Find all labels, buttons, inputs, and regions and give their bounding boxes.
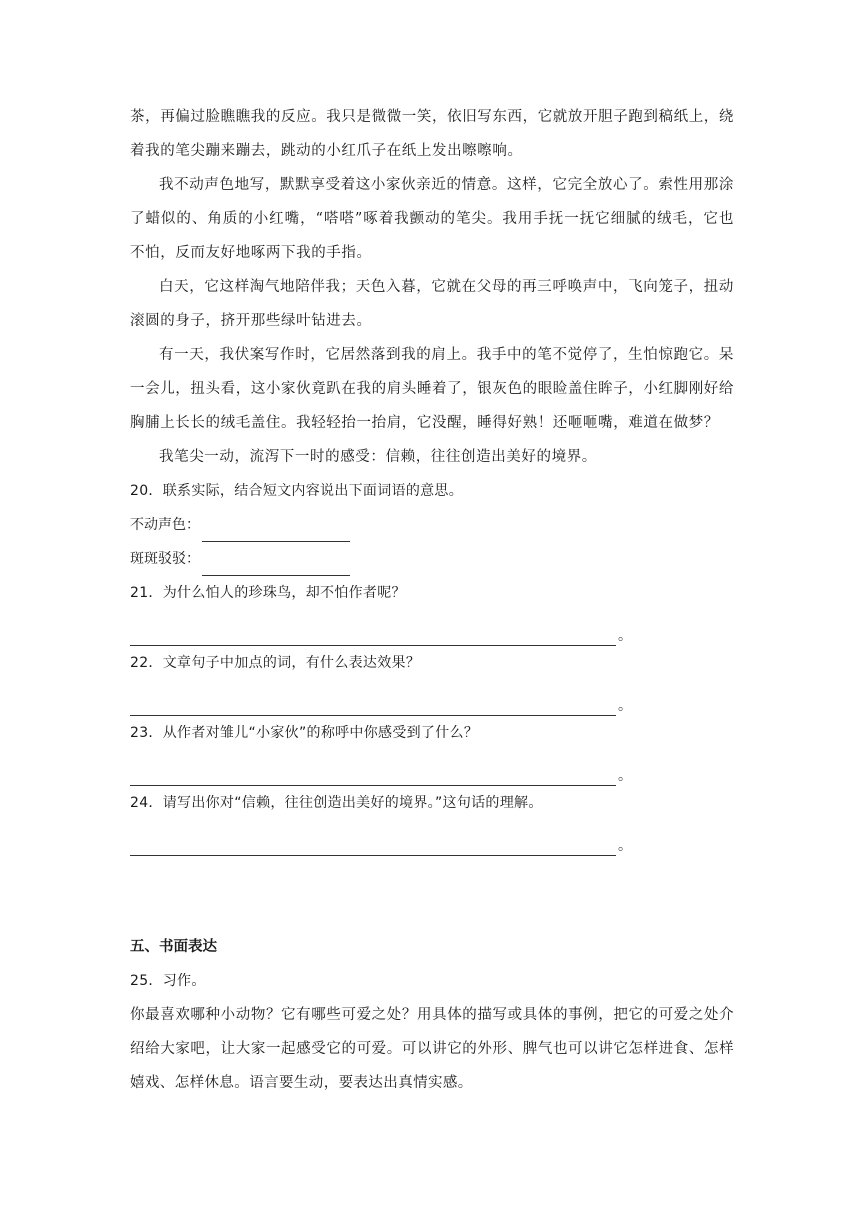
writing-prompt: 你最喜欢哪种小动物？它有哪些可爱之处？用具体的描写或具体的事例，把它的可爱之处介绍给大家吧，让大家一起感受它的可爱。可以讲它的外形、脾气也可以讲它怎样进食、怎样嬉戏、怎样休息。语言要生动，要表达出真情实感。 [130,1007,734,1091]
story-paragraph-1: 茶，再偏过脸瞧瞧我的反应。我只是微微一笑，依旧写东西，它就放开胆子跑到稿纸上，绕着我的笔尖蹦来蹦去，跳动的小红爪子在纸上发出嚓嚓响。 [130,109,734,159]
answer-blank-24[interactable] [130,835,616,856]
question-25: 25．习作。 [130,973,206,989]
term-label-1: 不动声色： [130,517,200,533]
term-row-1 [130,508,734,542]
answer-blank-21[interactable] [130,625,616,646]
answer-end-mark: 。 [618,768,632,784]
term-label-2: 斑斑驳驳： [130,551,200,567]
story-paragraph-4: 有一天，我伏案写作时，它居然落到我的肩上。我手中的笔不觉停了，生怕惊跑它。呆一会儿，扭头看，这小家伙竟趴在我的肩头睡着了，银灰色的眼睑盖住眸子，小红脚刚好给胸脯上长长的绒毛盖住。我轻轻抬一抬肩，它没醒，睡得好熟！还咂咂嘴，难道在做梦？ [130,347,734,431]
story-text [130,100,734,474]
answer-line-24 [130,820,734,856]
answer-line-22 [130,680,734,716]
answer-blank-23[interactable] [130,765,616,786]
section-five-title: 五、书面表达 [130,939,217,955]
answer-end-mark: 。 [618,838,632,854]
story-paragraph-2: 我不动声色地写，默默享受着这小家伙亲近的情意。这样，它完全放心了。索性用那涂了蜡似的、角质的小红嘴，“嗒嗒”啄着我颤动的笔尖。我用手抚一抚它细腻的绒毛，它也不怕，反而友好地啄两下我的手指。 [130,177,734,261]
question-24: 24．请写出你对“信赖，往往创造出美好的境界。”这句话的理解。 [130,795,543,811]
story-paragraph-5: 我笔尖一动，流泻下一时的感受：信赖，往往创造出美好的境界。 [159,449,597,465]
answer-line-23 [130,750,734,786]
question-22: 22．文章句子中加点的词，有什么表达效果？ [130,655,421,671]
answer-blank-term-1[interactable] [202,523,350,542]
answer-blank-22[interactable] [130,695,616,716]
story-paragraph-3: 白天，它这样淘气地陪伴我；天色入暮，它就在父母的再三呼唤声中，飞向笼子，扭动滚圆的身子，挤开那些绿叶钻进去。 [130,279,734,329]
question-21: 21．为什么怕人的珍珠鸟，却不怕作者呢？ [130,585,406,601]
question-20: 20．联系实际，结合短文内容说出下面词语的意思。 [130,483,464,499]
question-23: 23．从作者对雏儿“小家伙”的称呼中你感受到了什么？ [130,725,479,741]
answer-end-mark: 。 [618,698,632,714]
answer-blank-term-2[interactable] [202,557,350,576]
term-row-2 [130,542,734,576]
answer-end-mark: 。 [618,628,632,644]
page [130,100,734,1100]
answer-line-21 [130,610,734,646]
